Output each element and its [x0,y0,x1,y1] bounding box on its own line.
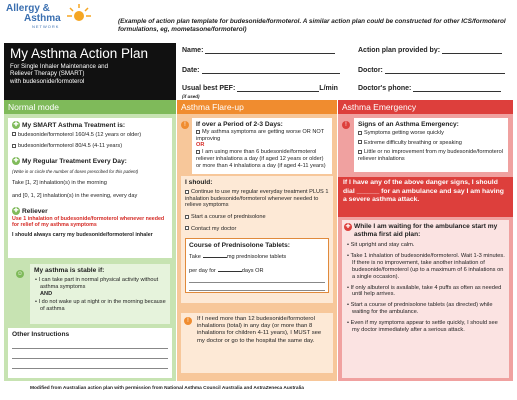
name-label: Name: [182,47,204,54]
sign-3-checkbox[interactable] [358,150,362,154]
other-instructions-panel [8,328,172,378]
title-box [4,43,176,100]
allergy-asthma-network-logo [6,4,98,40]
logo-text-1: Allergy & [6,3,50,14]
flare-up-column [177,100,337,381]
doctor-field[interactable] [385,68,505,74]
pred-days-field[interactable] [218,266,242,272]
should-panel [181,176,333,303]
prednisolone-label: Start a course of prednisolone [191,214,266,221]
emergency-column [338,100,513,381]
first-aid-3: • If only albuterol is available, take 4 puffs as often as needed until help arrives. [347,284,502,298]
template-note: (Example of action plan template for budesonide/formoterol. A similar action plan could be constructed for other ICS/formoterol formulations, eg, mometasone/formoterol) [118,18,506,33]
pred-per-day: per day for [189,268,216,275]
provided-label: Action plan provided by: [358,47,441,54]
option-80-label: budesonide/formoterol 80/4.5 (4-11 years) [18,143,123,150]
pred-take: Take [189,253,201,260]
normal-mode-header: Normal mode [4,100,176,114]
stable-item-1: • I can take part in normal physical activity without asthma symptoms [35,277,159,290]
sign-1-checkbox[interactable] [358,131,362,135]
prednisolone-course-title: Course of Prednisolone Tablets: [189,241,290,249]
prednisolone-checkbox[interactable] [185,215,189,219]
patient-fields [182,45,512,100]
reliever-icon: ✚ [13,208,19,215]
period-panel [192,118,332,174]
more-inhalations-label: I am using more than 6 budesonide/formoterol reliever inhalations a day (if aged 12 years or older) or more than 4 inhalations a day (if aged 4-11 years) [196,149,326,169]
phone-label: Doctor's phone: [358,85,412,92]
regular-note: (Write in or circle the number of doses prescribed for this patient) [12,168,139,174]
reliever-title: Reliever [22,207,48,215]
period-title: If over a Period of 2-3 Days: [196,121,283,128]
flare-up-header: Asthma Flare-up [177,100,337,114]
phone-field[interactable] [413,86,501,92]
treatment-title: My SMART Asthma Treatment is: [22,121,126,129]
pred-mg-label: mg prednisolone tablets [226,253,287,260]
pred-mg-field[interactable] [203,252,227,258]
warning-icon: ! [181,121,189,129]
alert-icon: ! [184,317,192,325]
prednisolone-course-box [185,238,329,293]
option-160-label: budesonide/formoterol 160/4.5 (12 years or older) [18,131,142,138]
normal-mode-column [4,100,176,381]
sign-3-label: Little or no improvement from my budesonide/formoterol reliever inhalations [358,149,503,163]
continue-label: Continue to use my regular everyday treatment PLUS 1 inhalation budesonide/formoterol whenever needed to relieve symptoms [185,189,329,209]
ambulance-icon: ✚ [345,224,351,230]
logo-text-2: Asthma [24,13,61,24]
signs-panel [354,118,508,172]
treatment-panel [8,118,172,258]
page-title: My Asthma Action Plan [10,46,149,61]
smile-icon: ☺ [16,271,24,277]
sign-2-checkbox[interactable] [358,140,362,144]
sun-icon [64,2,94,24]
emergency-header: Asthma Emergency [338,100,513,114]
need-panel [181,313,333,373]
sign-2-label: Extreme difficulty breathing or speaking [364,139,462,146]
doctor-label: Doctor: [358,67,383,74]
date-field[interactable] [202,68,340,74]
stable-title: My asthma is stable if: [34,267,105,274]
contact-doctor-checkbox[interactable] [185,226,189,230]
danger-banner: If I have any of the above danger signs, I should dial ______ for an ambulance and say I am having a severe asthma attack. [338,177,513,217]
pef-label: Usual best PEF: [182,85,236,92]
pef-unit: L/min [319,85,338,92]
sign-1-label: Symptoms getting worse quickly [364,130,444,136]
option-160-checkbox[interactable] [12,132,16,136]
logo-text-3: NETWORK [32,24,60,29]
date-label: Date: [182,67,200,74]
pef-note: (if used) [182,94,200,99]
contact-doctor-label: Contact my doctor [191,225,237,232]
regular-title: My Regular Treatment Every Day: [22,157,127,165]
first-aid-2: • Take 1 inhalation of budesonide/formoterol. Wait 1-3 minutes. If there is no improvement, take another inhalation of budesonide/formoterol (up to a maximum of 6 inhalations on a single occasion). [347,252,505,280]
pef-field[interactable] [237,86,319,92]
reliever-instruction: Use 1 inhalation of budesonide/formoterol whenever needed for relief of my asthma symptoms [12,215,165,229]
subtitle-3: with budesonide/formoterol [10,77,85,85]
regular-morning: Take [1, 2] inhalation(s) in the morning [12,179,107,186]
other-instructions-title: Other Instructions [12,331,70,338]
reliever-carry: I should always carry my budesonide/formoterol inhaler [12,232,153,239]
first-aid-5: • Even if my symptoms appear to settle quickly, I should see my doctor immediately after a serious attack. [347,320,498,334]
first-aid-4: • Start a course of prednisolone tablets (as directed) while waiting for the ambulance. [347,302,493,316]
name-field[interactable] [205,48,335,54]
stable-item-2: • I do not wake up at night or in the morning because of asthma [35,299,166,312]
signs-title: Signs of an Asthma Emergency: [358,121,459,128]
regular-evening: and [0, 1, 2] inhalation(s) in the evening, every day [12,193,138,200]
need-text: If I need more than 12 budesonide/formoterol inhalations (total) in any day (or more than 8 inhalations for children 4-11 years), I MUST see my doctor or go to the hospital the same day. [197,316,322,344]
subtitle-1: For Single Inhaler Maintenance and [10,63,109,70]
pred-days-label: days OR [241,268,264,275]
should-title: I should: [185,179,213,186]
more-inhalations-checkbox[interactable] [196,150,200,154]
calendar-icon: ✚ [13,158,19,165]
subtitle-2: Reliever Therapy (SMART) [10,70,85,78]
inhaler-icon: ✚ [13,122,19,128]
footer-credit: Modified from Australian action plan with permission from National Asthma Council Australia and AstraZeneca Australia [30,386,304,391]
wait-title: While I am waiting for the ambulance start my asthma first aid plan: [354,223,498,238]
provided-field[interactable] [442,48,502,54]
worse-checkbox[interactable] [196,130,200,134]
or-text: OR [196,142,205,149]
stable-and: AND [40,291,53,298]
stable-panel [30,264,170,324]
option-80-checkbox[interactable] [12,144,16,148]
first-aid-1: • Sit upright and stay calm. [347,242,415,248]
worse-label: My asthma symptoms are getting worse OR NOT improving [196,129,325,142]
first-aid-panel [342,220,509,378]
continue-checkbox[interactable] [185,190,189,194]
siren-icon: ! [342,121,350,129]
